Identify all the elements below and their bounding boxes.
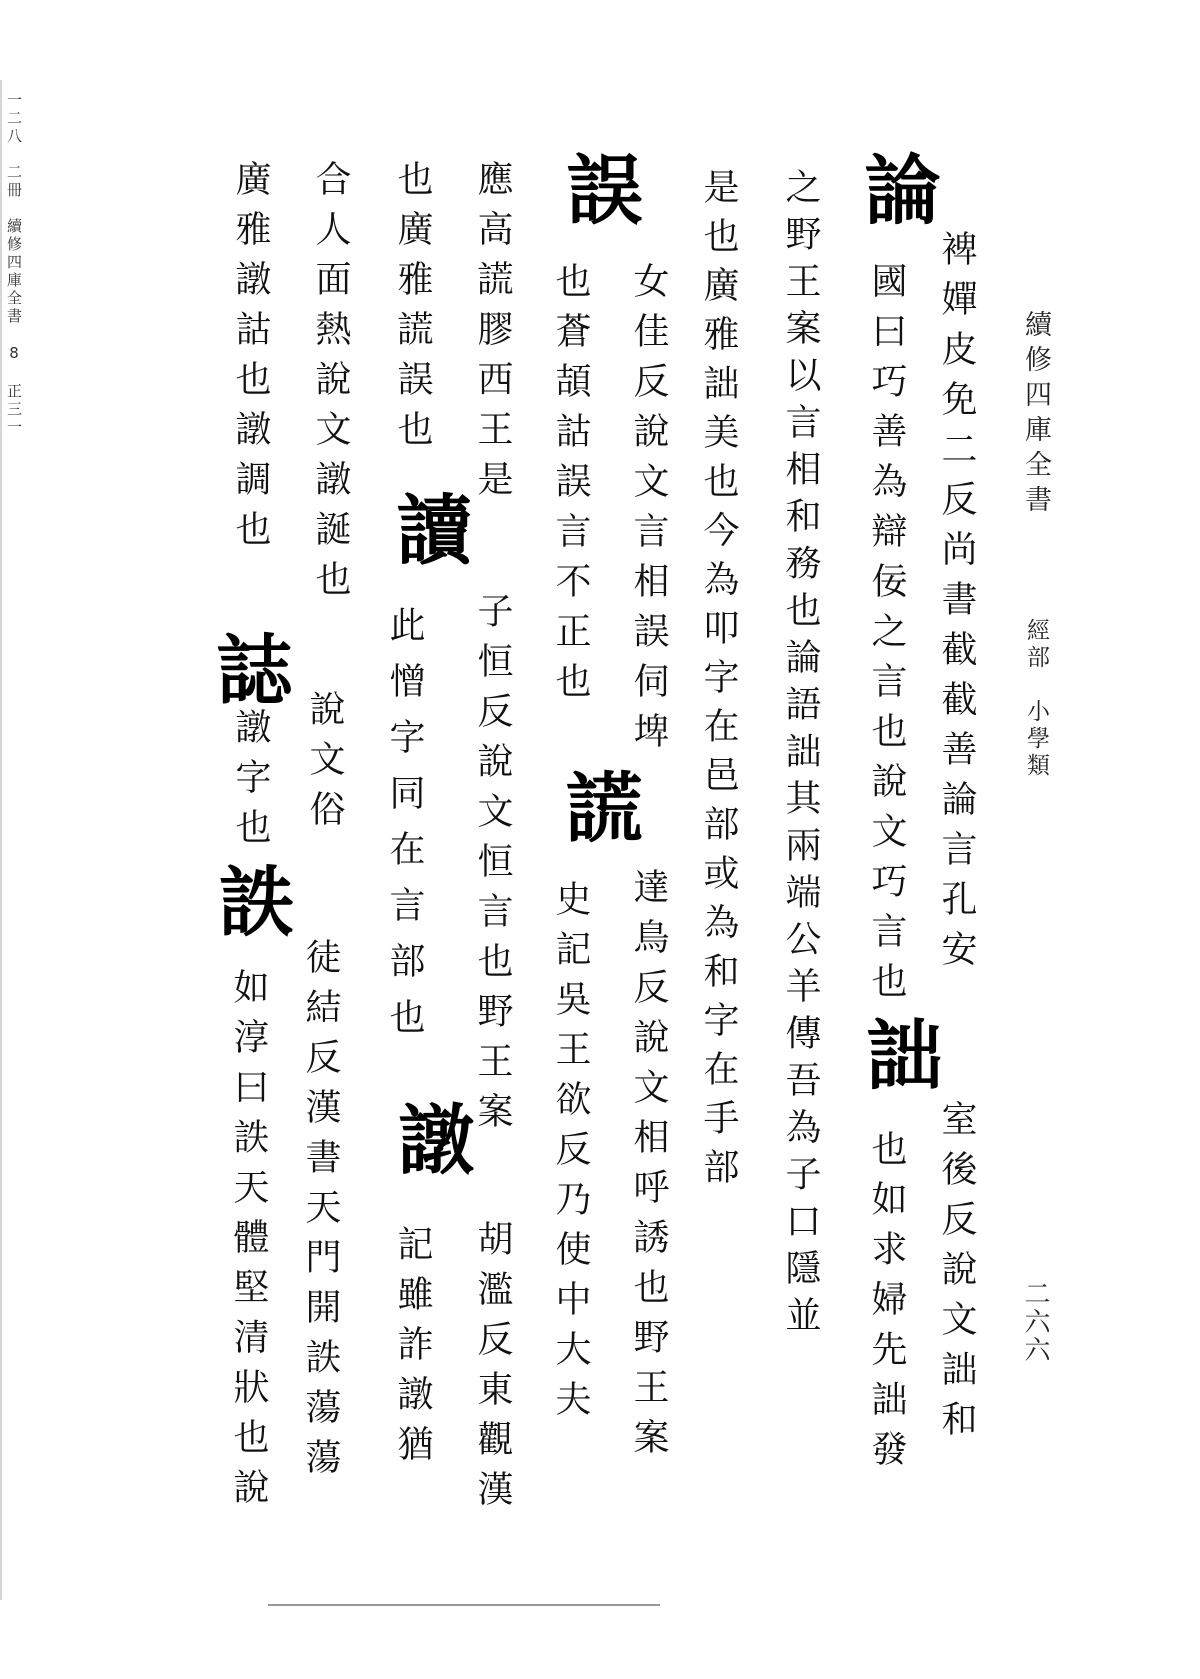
text-column: 廣雅譈詁也譈調也 [230, 160, 271, 560]
text-column: 子恒反說文恒言也野王案 [472, 592, 513, 1142]
text-column: 是也廣雅詘美也今為叩字在邑部或為和字在手部 [698, 168, 739, 1197]
text-column: 也如求婦先詘發 [866, 1130, 907, 1480]
entry-heading: 誤 [554, 150, 643, 226]
entry-heading: 讀 [384, 490, 473, 566]
text-column: 達鳥反說文相呼誘也野王案 [628, 868, 669, 1468]
text-column: 應高謊膠西王是 [472, 160, 513, 510]
text-column: 記雖詐譈猶 [392, 1225, 433, 1475]
entry-heading: 詄 [206, 862, 295, 938]
text-column: 裨嬋皮免二反尚書截截善論言孔安 [936, 230, 977, 980]
margin-note: 一二八 二冊 續修四庫全書 8 正三一 [5, 92, 23, 437]
text-column: 國曰巧善為辯佞之言也說文巧言也 [866, 262, 907, 1012]
entry-heading: 論 [852, 150, 941, 226]
text-column: 室後反說文詘和 [936, 1100, 977, 1450]
entry-heading: 誌 [204, 630, 293, 706]
book-title: 續修四庫全書 [1020, 310, 1051, 520]
text-column: 之野王案以言相和務也論語詘其兩端公羊傳吾為子口隱並 [780, 168, 821, 1343]
page-edge-line [0, 80, 2, 1600]
entry-heading: 詘 [854, 1015, 943, 1091]
entry-heading: 譈 [386, 1100, 475, 1176]
text-column: 也廣雅謊誤也 [392, 160, 433, 460]
section-label: 經部 小學類 [1023, 618, 1049, 780]
text-column: 史記吳王欲反乃使中大夫 [550, 880, 591, 1430]
text-column: 此憎字同在言部也 [384, 606, 425, 1054]
text-column: 譈字也 [230, 708, 271, 858]
text-column: 合人面熱說文譈誕也 [310, 160, 351, 610]
text-column: 也蒼頡詁誤言不正也 [550, 262, 591, 712]
text-column: 胡濫反東觀漢 [472, 1220, 513, 1520]
text-column: 說文俗 [304, 690, 345, 840]
text-column: 如淳曰詄天體堅清狀也說 [228, 968, 269, 1518]
bottom-rule [268, 1604, 660, 1606]
text-column: 女佳反說文言相誤伺埤 [628, 262, 669, 762]
text-column: 徒結反漢書天門開詄蕩蕩 [300, 938, 341, 1488]
entry-heading: 謊 [554, 768, 643, 844]
page-number: 二六六 [1020, 1280, 1050, 1364]
